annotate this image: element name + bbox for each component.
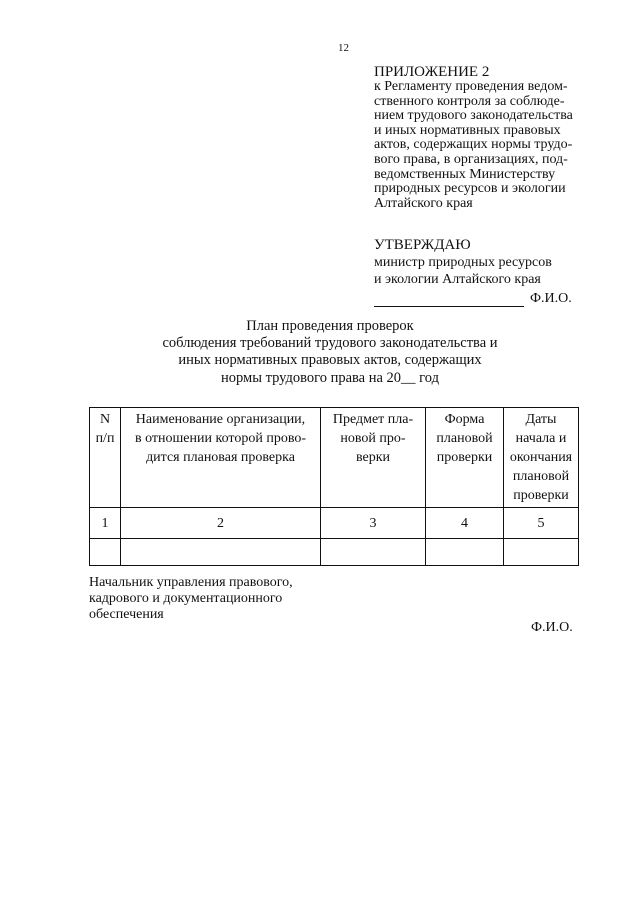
header-line: в отношении которой прово- <box>134 431 306 446</box>
appendix-line: ственного контроля за соблюде- <box>374 93 565 109</box>
inspection-plan-table <box>89 407 579 566</box>
signatory-position-line: кадрового и документационного <box>89 591 283 606</box>
table-cell: 5 <box>504 508 579 539</box>
header-line: Форма <box>444 412 485 427</box>
table-cell <box>121 539 321 566</box>
plan-title-line: соблюдения требований трудового законодательства и <box>162 335 498 352</box>
signatory-position-line: Начальник управления правового, <box>89 575 293 590</box>
signatory-position <box>89 575 349 623</box>
table-cell: 3 <box>321 508 426 539</box>
table-cell: 4 <box>426 508 504 539</box>
approval-heading: УТВЕРЖДАЮ <box>374 237 471 253</box>
header-line: проверки <box>513 488 569 503</box>
plan-title-line: План проведения проверок <box>246 318 414 334</box>
appendix-line: Алтайского края <box>374 195 473 211</box>
plan-title <box>130 318 530 387</box>
plan-title-line: иных нормативных правовых актов, содержащих <box>178 352 482 369</box>
table-cell <box>321 539 426 566</box>
appendix-title: ПРИЛОЖЕНИЕ 2 <box>374 64 490 80</box>
signature-rule <box>374 293 524 307</box>
page-number: 12 <box>338 42 349 54</box>
header-line: Предмет пла- <box>332 412 414 427</box>
header-line: Даты <box>525 412 557 427</box>
header-line: верки <box>355 450 391 465</box>
table-header-row <box>90 408 579 508</box>
signatory-name: Ф.И.О. <box>531 620 573 635</box>
appendix-line: вого права, в организациях, под- <box>374 151 568 167</box>
header-line: дится плановая проверка <box>146 450 295 465</box>
appendix-line: нием трудового законодательства <box>374 108 573 124</box>
signatory-position-line: обеспечения <box>89 607 164 622</box>
plan-title-line: нормы трудового права на 20__ год <box>221 369 439 386</box>
header-line: плановой <box>436 431 493 446</box>
table-empty-row <box>90 539 579 566</box>
table-cell: 2 <box>121 508 321 539</box>
header-cell-dates <box>504 408 579 508</box>
header-line: плановой <box>512 469 570 484</box>
approval-position-line: и экологии Алтайского края <box>374 272 541 287</box>
appendix-block <box>374 64 594 211</box>
header-line: новой про- <box>340 431 406 446</box>
table-number-row <box>90 508 579 539</box>
appendix-line: природных ресурсов и экологии <box>374 181 566 197</box>
signature-name: Ф.И.О. <box>530 291 572 306</box>
header-line: окончания <box>509 450 573 465</box>
table-cell <box>426 539 504 566</box>
appendix-line: и иных нормативных правовых <box>374 122 561 138</box>
table-cell <box>504 539 579 566</box>
header-cell-subject <box>321 408 426 508</box>
appendix-line: актов, содержащих нормы трудо- <box>374 137 573 153</box>
header-cell-form <box>426 408 504 508</box>
appendix-line: ведомственных Министерству <box>374 166 556 182</box>
header-cell-number <box>90 408 121 508</box>
table-cell <box>90 539 121 566</box>
header-line: начала и <box>515 431 567 446</box>
appendix-line: к Регламенту проведения ведом- <box>374 79 568 94</box>
signature-line <box>374 290 604 307</box>
table-cell: 1 <box>90 508 121 539</box>
header-line: N <box>99 412 111 427</box>
approval-position-line: министр природных ресурсов <box>374 255 552 270</box>
approval-block <box>374 236 604 307</box>
header-cell-organization <box>121 408 321 508</box>
header-line: п/п <box>95 431 115 446</box>
header-line: проверки <box>436 450 493 465</box>
header-line: Наименование организации, <box>135 412 306 427</box>
